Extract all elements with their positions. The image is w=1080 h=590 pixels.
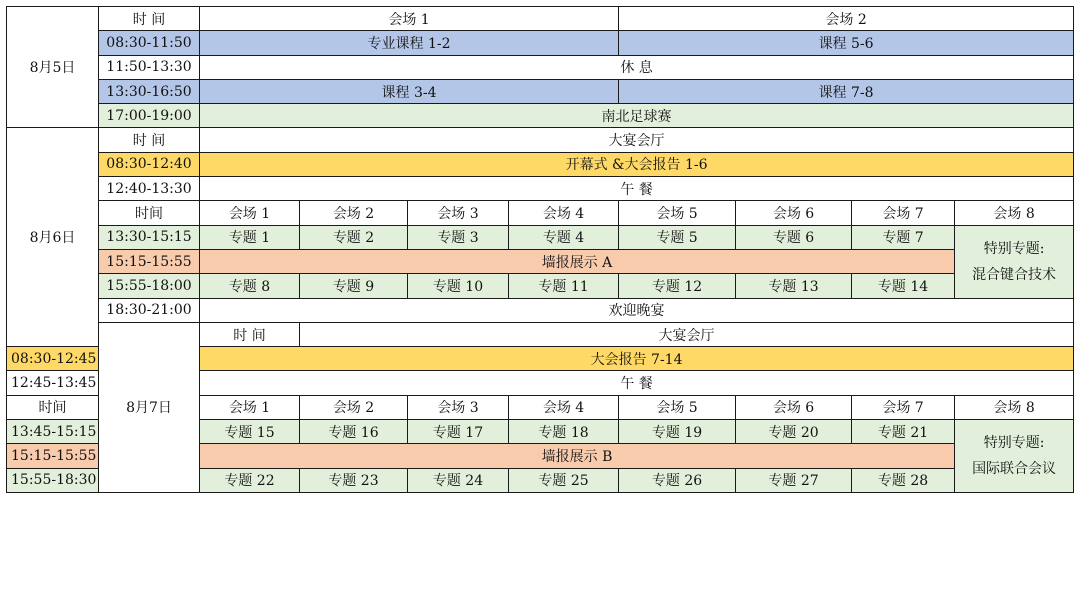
day2-session2-time: 15:55-18:00 [99, 274, 200, 298]
day2-lunch-event: 午 餐 [200, 177, 1074, 201]
day3-hall-header: 会场 6 [736, 395, 852, 419]
day1-row3-time: 13:30-16:50 [99, 79, 200, 103]
conference-schedule-table [6, 6, 1074, 493]
day2-hall-header: 会场 6 [736, 201, 852, 225]
day1-row3-hall2: 课程 7-8 [619, 79, 1074, 103]
day3-hall-header: 会场 8 [955, 395, 1074, 419]
day1-row4-time: 17:00-19:00 [99, 104, 200, 128]
day3-topic-cell: 专题 20 [736, 420, 852, 444]
day1-row1-time: 08:30-11:50 [99, 31, 200, 55]
day2-hall-header: 会场 5 [619, 201, 736, 225]
day2-opening-time: 08:30-12:40 [99, 152, 200, 176]
day3-hall-header: 会场 1 [200, 395, 300, 419]
day2-banquet-time: 18:30-21:00 [99, 298, 200, 322]
day3-topic-cell: 专题 27 [736, 468, 852, 492]
day2-topic-cell: 专题 1 [200, 225, 300, 249]
day2-date: 8月6日 [7, 128, 99, 347]
day3-time-header: 时 间 [200, 322, 300, 346]
day2-lunch-time: 12:40-13:30 [99, 177, 200, 201]
day2-topic-cell: 专题 10 [408, 274, 509, 298]
day3-topic-cell: 专题 26 [619, 468, 736, 492]
day2-opening-event: 开幕式 &大会报告 1-6 [200, 152, 1074, 176]
day2-topic-cell: 专题 6 [736, 225, 852, 249]
day1-row [7, 55, 1074, 79]
day1-row1-hall2: 课程 5-6 [619, 31, 1074, 55]
day1-row [7, 104, 1074, 128]
day2-header-row [7, 128, 1074, 152]
day2-poster-row [7, 249, 1074, 273]
day3-hall-header: 会场 4 [509, 395, 619, 419]
day2-session2-row [7, 274, 1074, 298]
day3-lunch-event: 午 餐 [200, 371, 1074, 395]
day2-time-header: 时 间 [99, 128, 200, 152]
day1-hall1-header: 会场 1 [200, 7, 619, 31]
day2-topic-cell: 专题 8 [200, 274, 300, 298]
day2-special-name: 混合键合技术 [972, 266, 1057, 283]
day2-hall-header: 会场 3 [408, 201, 509, 225]
day1-row2-event: 休 息 [200, 55, 1074, 79]
day3-topic-cell: 专题 19 [619, 420, 736, 444]
day3-header-row [7, 322, 1074, 346]
day2-poster-event: 墙报展示 A [200, 249, 955, 273]
day2-topic-cell: 专题 2 [300, 225, 408, 249]
day2-venue-header: 大宴会厅 [200, 128, 1074, 152]
day2-hall-header: 会场 4 [509, 201, 619, 225]
day1-row4-event: 南北足球赛 [200, 104, 1074, 128]
day2-opening-row [7, 152, 1074, 176]
day2-topic-cell: 专题 5 [619, 225, 736, 249]
day1-row1-hall1: 专业课程 1-2 [200, 31, 619, 55]
day2-poster-time: 15:15-15:55 [99, 249, 200, 273]
day2-topic-cell: 专题 4 [509, 225, 619, 249]
day3-topic-cell: 专题 28 [852, 468, 955, 492]
day3-hall-header: 会场 3 [408, 395, 509, 419]
day3-topic-cell: 专题 16 [300, 420, 408, 444]
day3-topic-cell: 专题 23 [300, 468, 408, 492]
day3-topic-cell: 专题 22 [200, 468, 300, 492]
day3-hall-header: 会场 2 [300, 395, 408, 419]
day2-hall-header: 会场 1 [200, 201, 300, 225]
day3-topic-cell: 专题 24 [408, 468, 509, 492]
day3-session2-time: 15:55-18:30 [7, 468, 99, 492]
day3-topic-cell: 专题 17 [408, 420, 509, 444]
day2-banquet-row [7, 298, 1074, 322]
day2-session1-row [7, 225, 1074, 249]
day3-poster-time: 15:15-15:55 [7, 444, 99, 468]
day2-special-topic [955, 225, 1074, 298]
day2-lunch-row [7, 177, 1074, 201]
day1-row3-hall1: 课程 3-4 [200, 79, 619, 103]
day2-topic-cell: 专题 11 [509, 274, 619, 298]
day2-hall-header: 会场 8 [955, 201, 1074, 225]
day1-date: 8月5日 [7, 7, 99, 128]
day3-topic-cell: 专题 15 [200, 420, 300, 444]
day2-banquet-event: 欢迎晚宴 [200, 298, 1074, 322]
day2-topic-cell: 专题 3 [408, 225, 509, 249]
day2-topic-cell: 专题 9 [300, 274, 408, 298]
day3-lunch-time: 12:45-13:45 [7, 371, 99, 395]
day3-topic-cell: 专题 25 [509, 468, 619, 492]
day3-venue-header: 大宴会厅 [300, 322, 1074, 346]
day1-header-row [7, 7, 1074, 31]
day3-plenary-time: 08:30-12:45 [7, 347, 99, 371]
day3-date: 8月7日 [99, 322, 200, 492]
day3-hall-header: 会场 7 [852, 395, 955, 419]
day1-row [7, 79, 1074, 103]
day1-row [7, 31, 1074, 55]
day3-hall-header: 会场 5 [619, 395, 736, 419]
day2-halls-time-header: 时间 [99, 201, 200, 225]
day2-topic-cell: 专题 14 [852, 274, 955, 298]
day2-halls-header-row [7, 201, 1074, 225]
day1-row2-time: 11:50-13:30 [99, 55, 200, 79]
day3-poster-event: 墙报展示 B [200, 444, 955, 468]
day3-halls-time-header: 时间 [7, 395, 99, 419]
day3-topic-cell: 专题 18 [509, 420, 619, 444]
day2-session1-time: 13:30-15:15 [99, 225, 200, 249]
day3-special-title: 特别专题: [983, 434, 1045, 451]
day2-topic-cell: 专题 12 [619, 274, 736, 298]
day1-hall2-header: 会场 2 [619, 7, 1074, 31]
day2-topic-cell: 专题 13 [736, 274, 852, 298]
day2-topic-cell: 专题 7 [852, 225, 955, 249]
day3-special-topic [955, 420, 1074, 493]
day1-time-header: 时 间 [99, 7, 200, 31]
day2-hall-header: 会场 2 [300, 201, 408, 225]
day3-plenary-event: 大会报告 7-14 [200, 347, 1074, 371]
day3-special-name: 国际联合会议 [972, 460, 1057, 477]
day2-hall-header: 会场 7 [852, 201, 955, 225]
day3-topic-cell: 专题 21 [852, 420, 955, 444]
day3-session1-time: 13:45-15:15 [7, 420, 99, 444]
day2-special-title: 特别专题: [983, 240, 1045, 257]
